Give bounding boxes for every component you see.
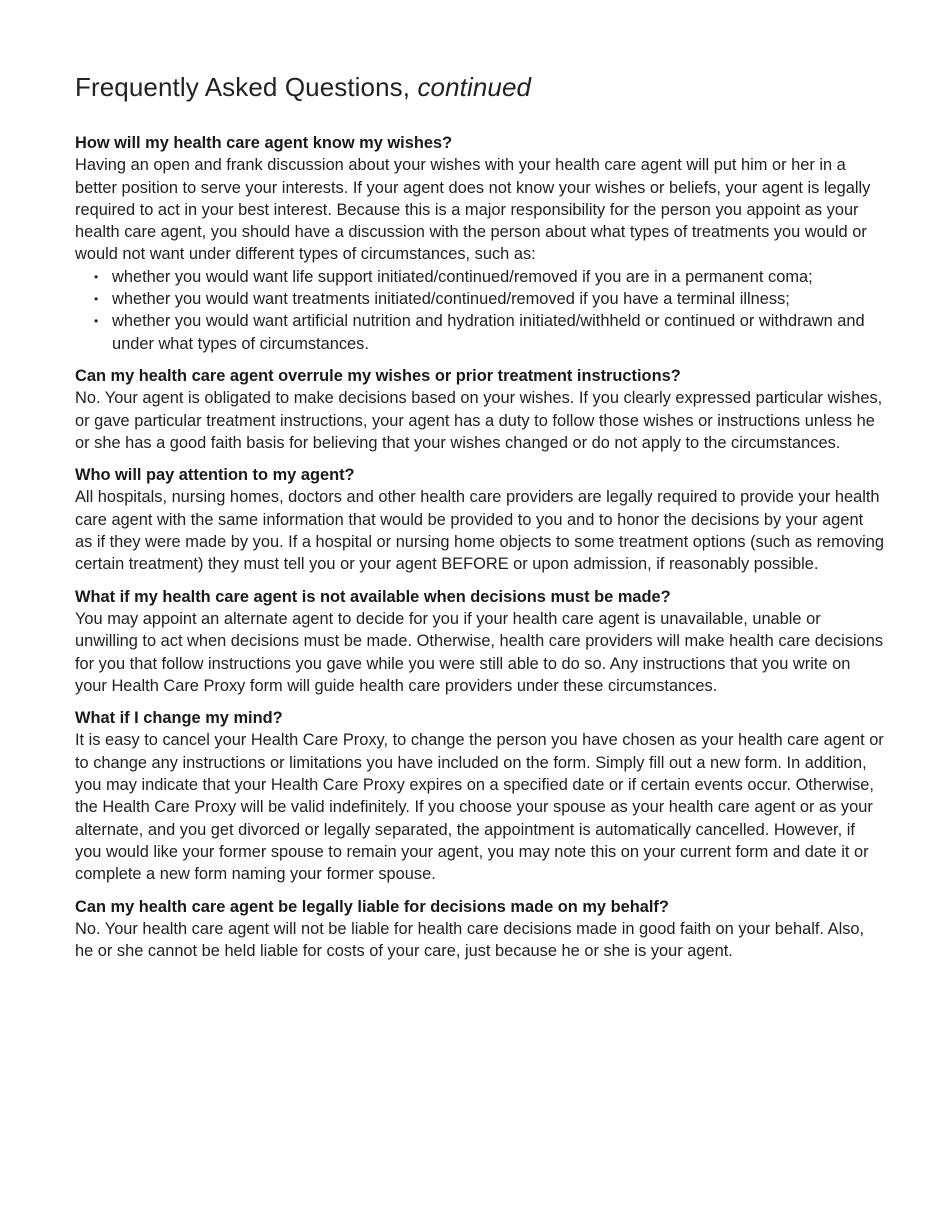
bullet-list (75, 266, 885, 355)
bullet-dot-icon: • (94, 314, 99, 329)
faq-question: Can my health care agent overrule my wishes or prior treatment instructions? (75, 366, 681, 385)
faq-item (75, 896, 885, 963)
page-title (75, 70, 885, 104)
faq-answer: It is easy to cancel your Health Care Proxy, to change the person you have chosen as your health care agent or to change any instructions or limitations you have included on the form. Simply fill out a new form. In addition, you may indicate that your Health Care Proxy expires on a specified date or if certain events occur. Otherwise, the Health Care Proxy will be valid indefinitely. If you choose your spouse as your health care agent or as your alternate, and you get divorced or legally separated, the appointment is automatically cancelled. However, if you would like your former spouse to remain your agent, you may note this on your current form and date it or complete a new form naming your former spouse. (75, 731, 884, 884)
bullet-text: whether you would want treatments initiated/continued/removed if you have a terminal illness; (112, 290, 790, 309)
faq-answer: Having an open and frank discussion about your wishes with your health care agent will put him or her in a better position to serve your interests. If your agent does not know your wishes or beliefs, your agent is legally required to act in your best interest. Because this is a major responsibility for the person you appoint as your health care agent, you should have a discussion with the person about what types of treatments you would or would not want under different types of circumstances, such as: (75, 156, 871, 264)
faq-question: Who will pay attention to my agent? (75, 466, 355, 485)
faq-item (75, 707, 885, 885)
faq-answer: All hospitals, nursing homes, doctors and other health care providers are legally required to provide your health care agent with the same information that would be provided to you and to honor the decisions by your agent as if they were made by you. If a hospital or nursing home objects to some treatment options (such as removing certain treatment) they must tell you or your agent BEFORE or upon admission, if reasonably possible. (75, 488, 885, 574)
bullet-item (94, 288, 885, 310)
page-title-main: Frequently Asked Questions, (75, 72, 411, 102)
faq-question: Can my health care agent be legally liable for decisions made on my behalf? (75, 897, 669, 916)
faq-question: What if I change my mind? (75, 709, 283, 728)
faq-item (75, 464, 885, 575)
bullet-item (94, 266, 885, 288)
bullet-dot-icon: • (94, 292, 99, 307)
faq-answer: No. Your health care agent will not be liable for health care decisions made in good faith on your behalf. Also, he or she cannot be held liable for costs of your care, just because he or she is your agent. (75, 919, 865, 961)
document-page (75, 70, 885, 972)
faq-item (75, 132, 885, 355)
page-title-italic: continued (417, 72, 532, 102)
faq-question: How will my health care agent know my wishes? (75, 134, 453, 152)
bullet-text: whether you would want life support initiated/continued/removed if you are in a permanent coma; (112, 267, 813, 286)
faq-item (75, 365, 885, 454)
bullet-text: whether you would want artificial nutrition and hydration initiated/withheld or continued or withdrawn and under what types of circumstances. (112, 312, 865, 353)
faq-item (75, 586, 885, 697)
bullet-item (94, 310, 885, 355)
bullet-dot-icon: • (94, 269, 99, 284)
faq-answer: You may appoint an alternate agent to decide for you if your health care agent is unavailable, unable or unwilling to act when decisions must be made. Otherwise, health care providers will make health care decisions for you that follow instructions you gave while you were still able to do so. Any instructions that you write on your Health Care Proxy form will guide health care providers under these circumstances. (75, 609, 884, 695)
faq-question: What if my health care agent is not available when decisions must be made? (75, 587, 671, 606)
faq-answer: No. Your agent is obligated to make decisions based on your wishes. If you clearly expressed particular wishes, or gave particular treatment instructions, your agent has a duty to follow those wishes or instructions unless he or she has a good faith basis for believing that your wishes changed or do not apply to the circumstances. (75, 389, 883, 452)
